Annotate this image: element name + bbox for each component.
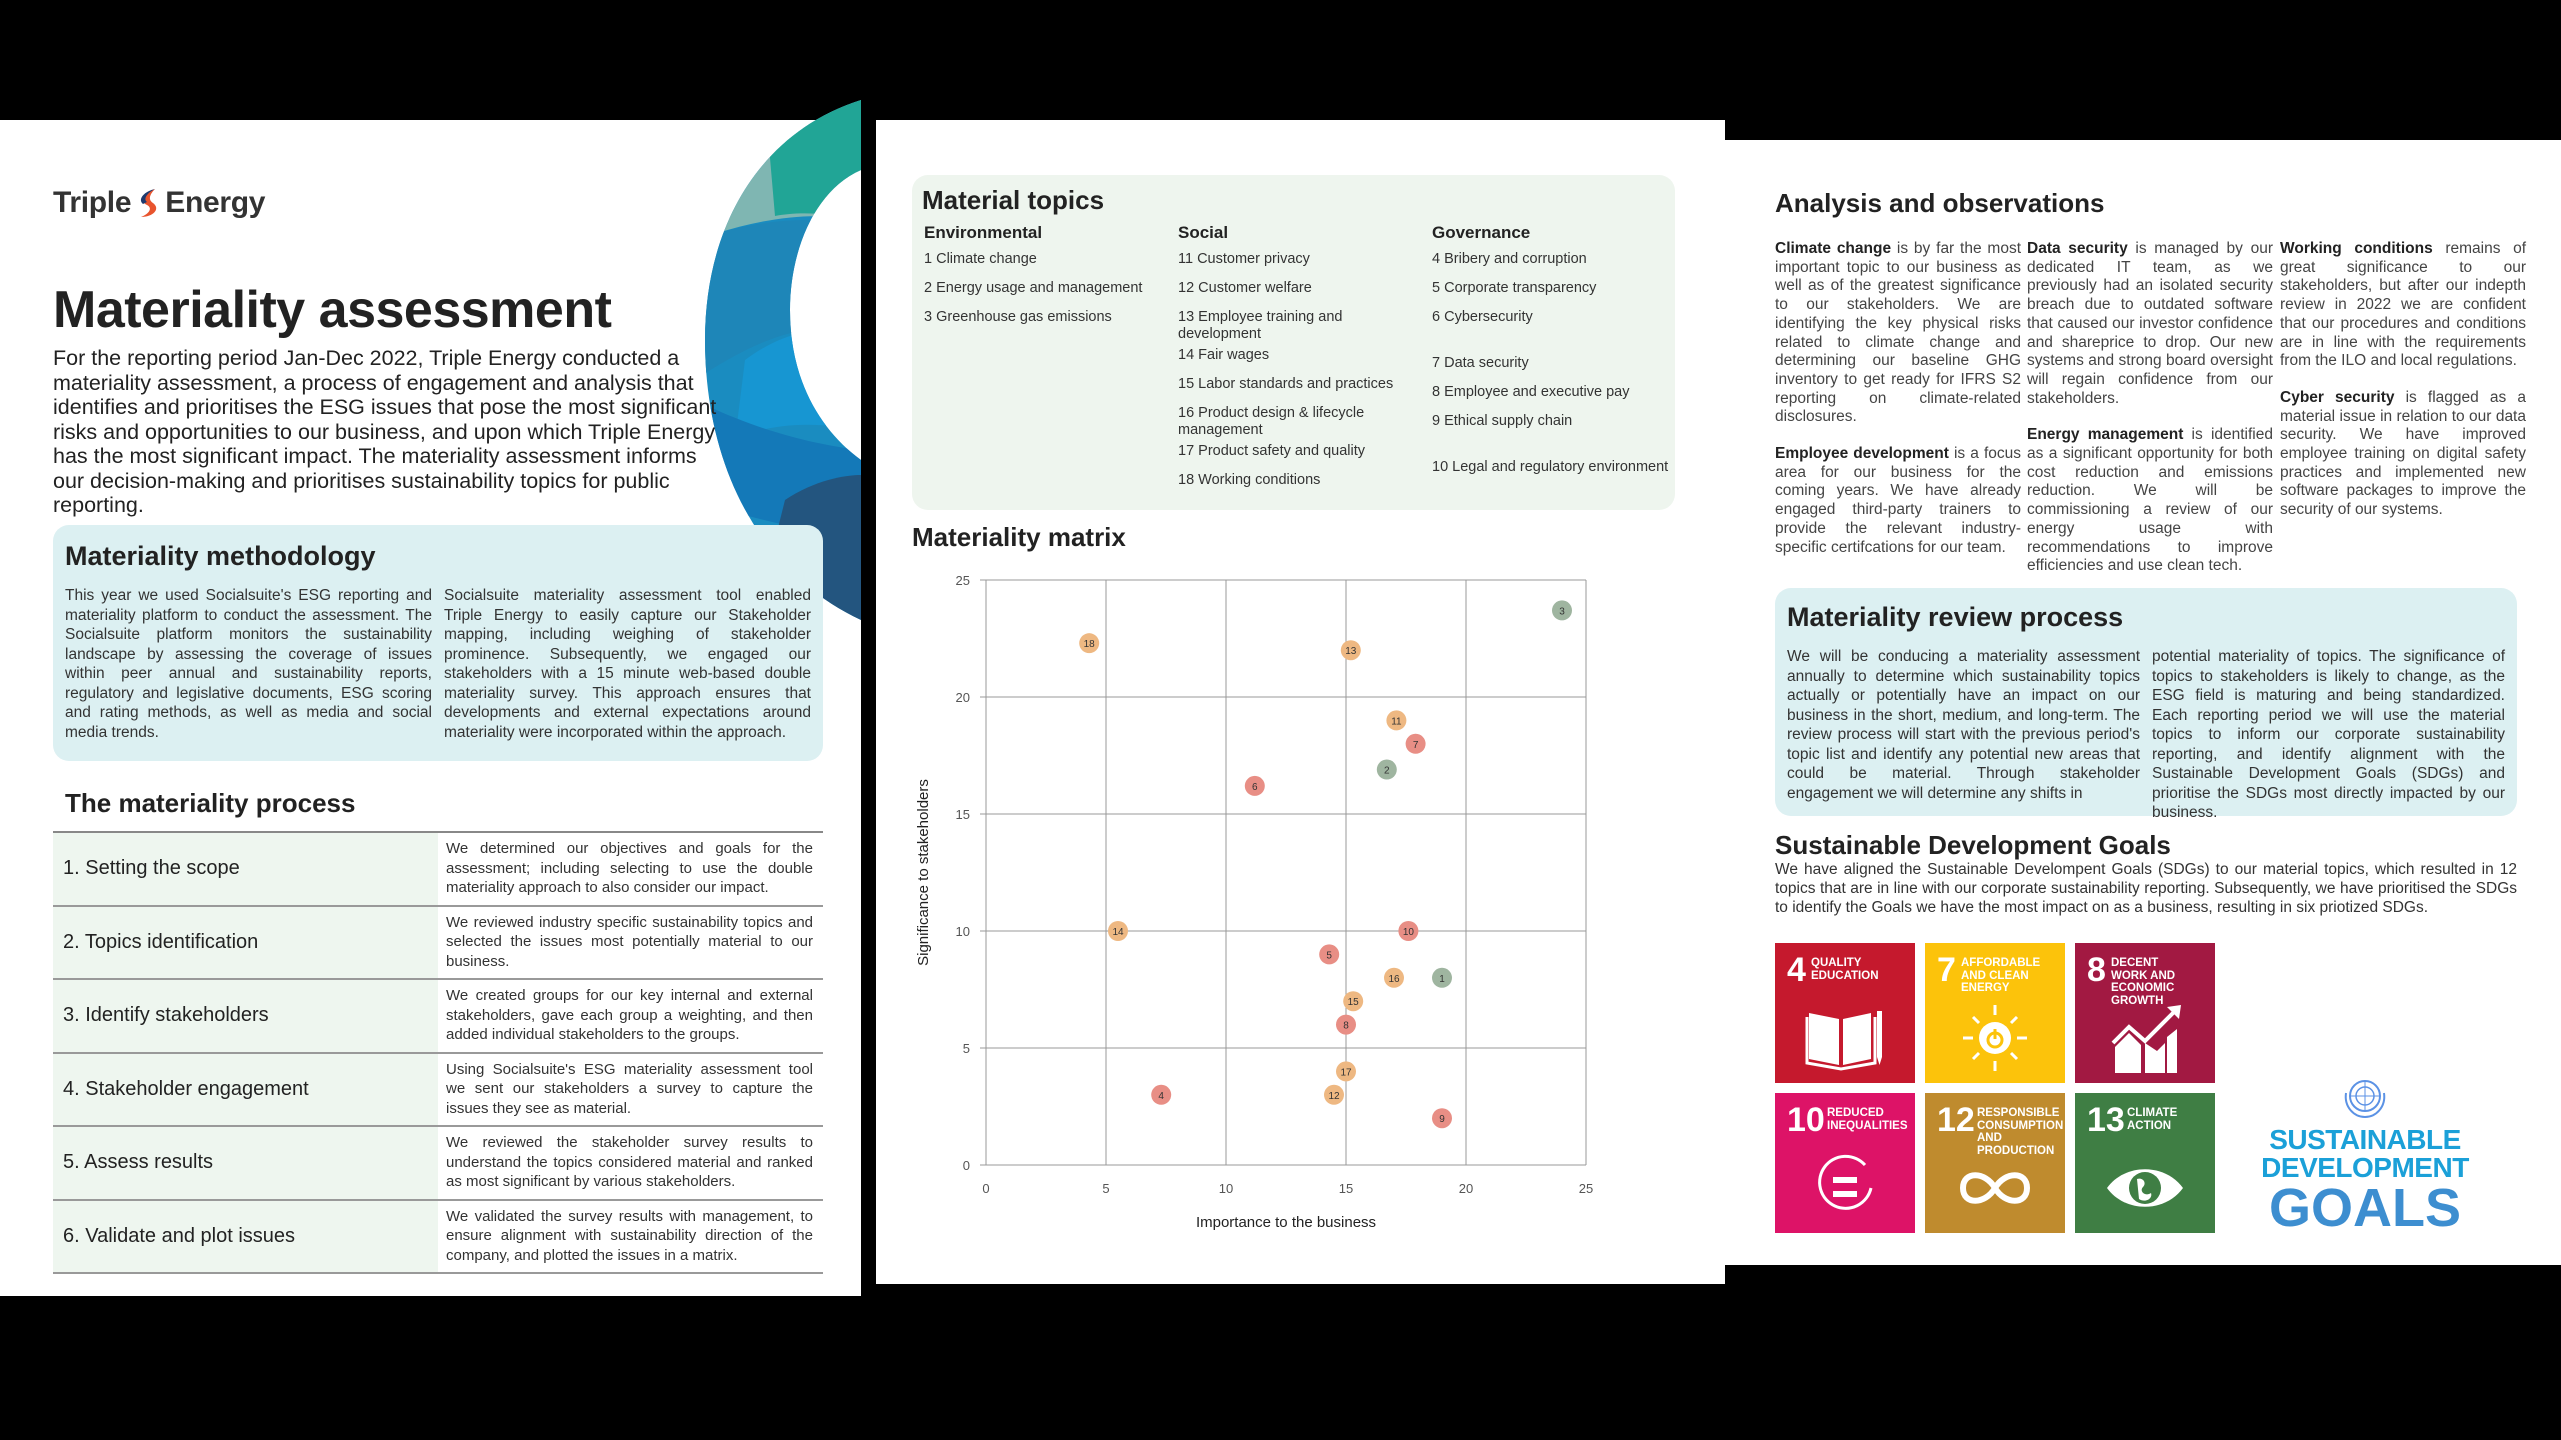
y-tick-label: 0 bbox=[962, 1158, 970, 1173]
svg-text:6: 6 bbox=[1252, 781, 1258, 793]
sdg-logo-line1: SUSTAINABLE bbox=[2269, 1124, 2461, 1155]
sdg-tile-label: QUALITY EDUCATION bbox=[1811, 957, 1879, 982]
y-axis-label: Significance to stakeholders bbox=[915, 779, 932, 966]
sdg-tile-label: REDUCED INEQUALITIES bbox=[1827, 1107, 1908, 1132]
y-tick-label: 20 bbox=[955, 690, 970, 705]
svg-text:9: 9 bbox=[1439, 1114, 1445, 1126]
sdg-logo-line3: GOALS bbox=[2268, 1178, 2461, 1238]
page-material-topics bbox=[876, 120, 1725, 1284]
matrix-point-17 bbox=[1336, 1061, 1356, 1081]
observations-col1 bbox=[1775, 240, 2021, 575]
process-table bbox=[53, 831, 823, 1274]
svg-text:15: 15 bbox=[1347, 997, 1359, 1009]
process-desc: We validated the survey results with management, to ensure alignment with sustainability direction of the company, and plotted the issues in a matrix. bbox=[446, 1207, 813, 1264]
svg-text:18: 18 bbox=[1083, 639, 1095, 651]
triple-energy-logo bbox=[53, 186, 265, 220]
sdg-tile-number: 8 bbox=[2087, 951, 2106, 989]
sdg-tile-number: 12 bbox=[1937, 1101, 1975, 1139]
topic-item: 1 Climate change bbox=[924, 251, 1037, 267]
topic-item: 17 Product safety and quality bbox=[1178, 443, 1366, 459]
topics-col-environmental bbox=[924, 223, 1164, 338]
logo-text-left: Triple bbox=[53, 186, 132, 219]
sdg-tile-label: CLIMATE ACTION bbox=[2127, 1107, 2178, 1132]
process-step: 6. Validate and plot issues bbox=[53, 1201, 438, 1273]
sdg-logo-line2: DEVELOPMENT bbox=[2261, 1152, 2469, 1183]
process-step: 2. Topics identification bbox=[53, 907, 438, 979]
svg-text:1: 1 bbox=[1439, 973, 1445, 985]
topic-item: 10 Legal and regulatory environment bbox=[1432, 459, 1669, 475]
x-tick-label: 25 bbox=[1578, 1181, 1594, 1196]
process-desc: We determined our objectives and goals for the assessment; including selecting to use the double materiality approach to also consider our impact. bbox=[446, 840, 813, 896]
observations-col2 bbox=[2027, 240, 2273, 594]
topic-item: 15 Labor standards and practices bbox=[1178, 376, 1394, 392]
sdg-tile-7 bbox=[1925, 943, 2065, 1083]
observations-col3 bbox=[2280, 240, 2526, 538]
methodology-title: Materiality methodology bbox=[65, 541, 376, 571]
svg-text:16: 16 bbox=[1388, 973, 1400, 985]
topics-header-environmental: Environmental bbox=[924, 223, 1043, 242]
x-tick-label: 5 bbox=[1102, 1181, 1110, 1196]
review-text-col1: We will be conducing a materiality assessment annually to determine which sustainability topics actually or potentially have an impact on our business in the short, medium, and long-term. The review process will start with the previous period's topic list and identify any potential new areas that could be material. Through stakeholder engagement we will determine any shifts in bbox=[1787, 648, 2140, 802]
x-tick-label: 10 bbox=[1218, 1181, 1234, 1196]
svg-text:3: 3 bbox=[1559, 606, 1565, 618]
logo-swirl-icon bbox=[133, 187, 163, 219]
process-desc: We created groups for our key internal and external stakeholders, gave each group a weighting, and then added individual stakeholders to the groups. bbox=[446, 987, 813, 1043]
svg-text:2: 2 bbox=[1384, 765, 1390, 777]
matrix-point-1 bbox=[1432, 968, 1452, 988]
sdg-tile-13 bbox=[2075, 1093, 2215, 1233]
x-tick-label: 15 bbox=[1338, 1181, 1354, 1196]
sdg-tile-label: RESPONSIBLE CONSUMPTION AND PRODUCTION bbox=[1977, 1107, 2064, 1157]
process-desc: We reviewed industry specific sustainability topics and selected the issues most potentially material to our business. bbox=[446, 913, 813, 970]
matrix-point-12 bbox=[1324, 1085, 1344, 1105]
process-row bbox=[53, 1127, 823, 1201]
x-tick-label: 0 bbox=[982, 1181, 990, 1196]
sdg-logo bbox=[2260, 1075, 2470, 1238]
process-step: 4. Stakeholder engagement bbox=[53, 1054, 438, 1126]
topics-col-social bbox=[1178, 223, 1418, 501]
observation-data-security: Data security is managed by our dedicated IT team, as we previously had an isolated security breach due to outdated software that caused our investor confidence and shareprice to drop. Our new systems and strong board oversight will regain confidence from our stakeholders. bbox=[2027, 240, 2273, 407]
svg-text:13: 13 bbox=[1345, 646, 1357, 658]
svg-text:12: 12 bbox=[1328, 1090, 1340, 1102]
y-tick-label: 5 bbox=[962, 1041, 970, 1056]
topic-item: 7 Data security bbox=[1432, 355, 1529, 371]
review-process-panel bbox=[1775, 588, 2517, 821]
x-tick-label: 20 bbox=[1458, 1181, 1474, 1196]
page-analysis bbox=[1725, 140, 2561, 1265]
topic-item: 14 Fair wages bbox=[1178, 347, 1270, 363]
process-desc: Using Socialsuite's ESG materiality assessment tool we sent our stakeholders a survey to capture the issues they see as material. bbox=[446, 1060, 813, 1117]
svg-text:10: 10 bbox=[1402, 927, 1414, 938]
topic-item: 6 Cybersecurity bbox=[1432, 309, 1533, 325]
matrix-point-6 bbox=[1245, 776, 1265, 796]
un-emblem-icon bbox=[2340, 1075, 2390, 1121]
process-row bbox=[53, 907, 823, 981]
sdg-tile-number: 4 bbox=[1787, 951, 1806, 989]
matrix-point-18 bbox=[1079, 633, 1099, 653]
process-row bbox=[53, 1054, 823, 1128]
topic-item: 16 Product design & lifecycle management bbox=[1178, 405, 1365, 438]
y-tick-label: 15 bbox=[955, 807, 970, 822]
matrix-point-5 bbox=[1319, 944, 1339, 964]
process-step: 5. Assess results bbox=[53, 1127, 438, 1199]
sdg-tile-number: 7 bbox=[1937, 951, 1956, 989]
sdg-paragraph: We have aligned the Sustainable Develompent Goals (SDGs) to our material topics, which resulted in 12 topics that are in line with our corporate sustainability reporting. Subsequently, we have prioritised the SDGs to identify the Goals we have the most impact on as a business, resulting in six priotized SDGs. bbox=[1775, 861, 2517, 916]
sdg-tile-4 bbox=[1775, 943, 1915, 1083]
matrix-point-11 bbox=[1386, 710, 1406, 730]
page-title: Materiality assessment bbox=[53, 281, 612, 339]
topics-header-social: Social bbox=[1178, 223, 1229, 242]
methodology-text-col2: Socialsuite materiality assessment tool enabled Triple Energy to easily capture our Stakeholder mapping, including weighing of stakeholder prominence. Subsequently, we engaged our stakeholders with a 15 minute web-based double materiality survey. This approach ensures that developments and external expectations around materiality were incorporated within the approach. bbox=[444, 587, 811, 741]
process-title: The materiality process bbox=[65, 788, 356, 818]
svg-text:11: 11 bbox=[1391, 716, 1402, 728]
sdg-tile-label: AFFORDABLE AND CLEAN ENERGY bbox=[1961, 957, 2041, 994]
process-row bbox=[53, 1201, 823, 1275]
y-tick-label: 10 bbox=[955, 924, 970, 939]
topic-item: 9 Ethical supply chain bbox=[1432, 413, 1573, 429]
process-row bbox=[53, 833, 823, 907]
sdg-title: Sustainable Development Goals bbox=[1775, 830, 2171, 860]
observation-climate-change: Climate change is by far the most important topic to our business as well as of the greatest significance to our stakeholders. We are identifying the key physical risks related to climate change and determining our baseline GHG inventory to get ready for IFRS S2 reporting on climate-related disclosures. bbox=[1775, 240, 2022, 426]
topic-item: 12 Customer welfare bbox=[1178, 280, 1312, 296]
process-step: 3. Identify stakeholders bbox=[53, 980, 438, 1052]
review-text-col2: potential materiality of topics. The significance of topics to stakeholders is likely to change, as the ESG field is maturing and being standardized. Each reporting period we will use the material topics to inform our corporate sustainability reporting, and identify alignment with the Sustainable Development Goals (SDGs) and prioritise the SDGs most directly impacted by our business. bbox=[2152, 648, 2505, 821]
matrix-point-14 bbox=[1108, 921, 1128, 941]
materiality-matrix-chart bbox=[906, 560, 1606, 1231]
logo-text-right: Energy bbox=[165, 186, 266, 219]
sdg-tile-number: 13 bbox=[2087, 1101, 2125, 1139]
matrix-point-3 bbox=[1552, 600, 1572, 620]
svg-text:7: 7 bbox=[1412, 739, 1419, 751]
svg-text:17: 17 bbox=[1340, 1067, 1352, 1079]
svg-text:5: 5 bbox=[1326, 950, 1332, 962]
page-materiality-assessment bbox=[0, 120, 861, 1296]
matrix-point-9 bbox=[1432, 1108, 1452, 1128]
methodology-text-col1: This year we used Socialsuite's ESG reporting and materiality platform to conduct the assessment. The Socialsuite platform monitors the sustainability landscape by assessing the coverage of issues within peer annual and sustainability reports, regulatory and legislative documents, ESG scoring and rating methods, as well as media and social media trends. bbox=[65, 587, 432, 741]
topic-item: 4 Bribery and corruption bbox=[1432, 251, 1587, 267]
matrix-point-16 bbox=[1384, 968, 1404, 988]
svg-text:8: 8 bbox=[1343, 1020, 1349, 1032]
sdg-tile-10 bbox=[1775, 1093, 1915, 1233]
observation-cyber-security: Cyber security is flagged as a material issue in relation to our data security. We have improved employee training on digital safety practices and implemented new software packages to improve the security of our systems. bbox=[2280, 388, 2526, 519]
topics-header-governance: Governance bbox=[1432, 223, 1531, 242]
observation-energy-management: Energy management is identified as a significant opportunity for both cost reduction and emissions reduction. We will be commissioning a review of our energy usage with recommendations to improve efficiencies and use clean tech. bbox=[2027, 426, 2273, 575]
sdg-tile-8 bbox=[2075, 943, 2215, 1083]
topic-item: 18 Working conditions bbox=[1178, 472, 1321, 488]
material-topics-panel bbox=[912, 175, 1675, 510]
analysis-title: Analysis and observations bbox=[1775, 188, 2105, 218]
sdg-tile-label: DECENT WORK AND ECONOMIC GROWTH bbox=[2111, 957, 2176, 1007]
topic-item: 5 Corporate transparency bbox=[1432, 280, 1597, 296]
matrix-title: Materiality matrix bbox=[912, 522, 1126, 552]
intro-paragraph: For the reporting period Jan-Dec 2022, Triple Energy conducted a materiality assessment, a process of engagement and analysis that identifies and prioritises the ESG issues that pose the most significant risks and opportunities to our business, and upon which Triple Energy has the most significant impact. The materiality assessment informs our decision-making and prioritises sustainability topics for public reporting. bbox=[53, 346, 717, 517]
process-desc: We reviewed the stakeholder survey results to understand the topics considered material and ranked as most significant by various stakeholders. bbox=[446, 1134, 813, 1190]
svg-text:14: 14 bbox=[1112, 927, 1124, 938]
matrix-point-15 bbox=[1343, 991, 1363, 1011]
matrix-point-7 bbox=[1406, 734, 1426, 754]
observation-working-conditions: Working conditions remains of great significance to our stakeholders, but after our indepth review in 2022 we are confident that our procedures and conditions are in line with the requirements from the ILO and local regulations. bbox=[2280, 240, 2527, 370]
review-title: Materiality review process bbox=[1787, 602, 2124, 632]
topic-item: 2 Energy usage and management bbox=[924, 280, 1143, 296]
y-tick-label: 25 bbox=[955, 573, 970, 588]
matrix-point-10 bbox=[1398, 921, 1418, 941]
sdg-tile-12 bbox=[1925, 1093, 2065, 1233]
matrix-point-13 bbox=[1341, 640, 1361, 660]
observation-employee-development: Employee development is a focus area for our business for the coming years. We have already engaged third-party trainers to provide the relevant industry-specific certifcations for our team. bbox=[1775, 445, 2021, 556]
topic-item: 8 Employee and executive pay bbox=[1432, 384, 1630, 400]
topic-item: 3 Greenhouse gas emissions bbox=[924, 309, 1112, 325]
process-row bbox=[53, 980, 823, 1054]
methodology-panel bbox=[53, 525, 823, 761]
svg-text:4: 4 bbox=[1158, 1090, 1164, 1102]
process-step: 1. Setting the scope bbox=[53, 833, 438, 905]
topic-item: 11 Customer privacy bbox=[1178, 251, 1310, 267]
matrix-point-8 bbox=[1336, 1015, 1356, 1035]
matrix-point-4 bbox=[1151, 1085, 1171, 1105]
topic-item: 13 Employee training and development bbox=[1178, 309, 1343, 342]
sdg-tile-number: 10 bbox=[1787, 1101, 1825, 1139]
topics-col-governance bbox=[1432, 223, 1672, 488]
topics-title: Material topics bbox=[922, 185, 1105, 215]
x-axis-label: Importance to the business bbox=[1195, 1214, 1377, 1231]
matrix-point-2 bbox=[1377, 760, 1397, 780]
